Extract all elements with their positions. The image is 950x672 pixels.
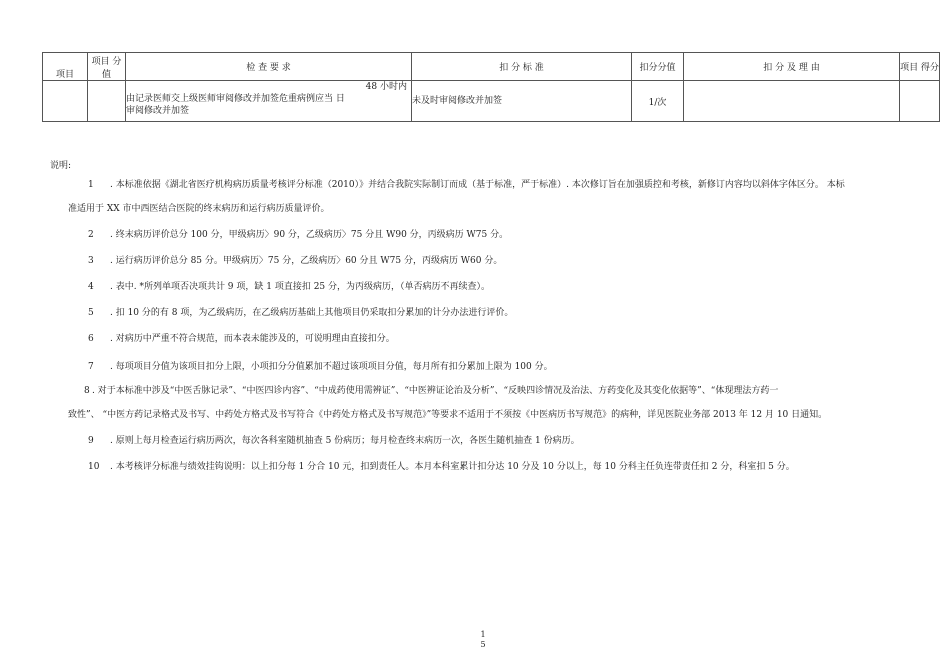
note-item — [60, 360, 880, 374]
note-number: 2 — [88, 230, 94, 240]
page-number-line-1: 1 — [480, 630, 486, 639]
table-row — [43, 81, 940, 122]
note-number: 6 — [88, 334, 94, 344]
header-item: 项目 — [43, 53, 88, 81]
note-text: . 本标准依据《湖北省医疗机构病历质量考核评分标准（2010）》并结合我院实际制订而成（基于标准，严于标准）. 本次修订旨在加强质控和考核，新修订内容均以斜体字体区分。 本标 — [110, 180, 845, 190]
cell-requirement — [126, 81, 412, 122]
note-number: 3 — [88, 256, 94, 266]
note-item — [60, 254, 880, 268]
requirement-line-2: 由记录医师交上级医师审阅修改并加签危重病例应当 日 — [126, 94, 345, 104]
cell-item-get — [900, 81, 940, 122]
note-text: . 运行病历评价总分 85 分。甲级病历〉75 分，乙级病历〉60 分且 W75 分，丙级病历 W60 分。 — [110, 256, 503, 266]
page-number-line-2: 5 — [480, 640, 486, 649]
note-item — [60, 178, 880, 192]
note-item — [60, 332, 880, 346]
cell-item-score — [88, 81, 126, 122]
page-number — [478, 630, 488, 650]
note-number: 8 — [84, 386, 90, 396]
note-item — [60, 434, 880, 448]
table-header-row — [43, 53, 940, 81]
note-number: 5 — [88, 308, 94, 318]
notes-title: 说明: — [50, 161, 72, 171]
note-item — [60, 384, 880, 398]
cell-criteria: 未及时审阅修改并加签 — [412, 81, 632, 122]
note-item — [60, 202, 880, 216]
cell-reason — [684, 81, 900, 122]
note-text: . 对于本标准中涉及“中医舌脉记录”、“中医四诊内容”、“中成药使用需辨证”、“中医辨证论治及分析”、“反映四诊情况及治法、方药变化及其变化依据等”、“体现理法方药一 — [92, 386, 779, 396]
note-number: 9 — [88, 436, 94, 446]
note-text: 致性”、 “中医方药记录格式及书写、中药处方格式及书写符合《中药处方格式及书写规范》”等要求不适用于不须按《中医病历书写规范》的病种，详见医院业务部 2013 年 12 月 10 日通知。 — [68, 410, 828, 420]
note-item — [60, 228, 880, 242]
note-number: 10 — [88, 462, 100, 472]
note-item — [60, 408, 880, 422]
cell-deduct-value: 1/次 — [632, 81, 684, 122]
note-text: . 扣 10 分的有 8 项，为乙级病历，在乙级病历基础上其他项目仍采取扣分累加的计分办法进行评价。 — [110, 308, 514, 318]
note-text: 准适用于 XX 市中西医结合医院的终末病历和运行病历质量评价。 — [68, 204, 330, 214]
note-number: 1 — [88, 180, 94, 190]
requirement-line-3: 审阅修改并加签 — [126, 106, 190, 116]
header-requirement: 检 查 要 求 — [126, 53, 412, 81]
note-text: . 每项项目分值为该项目扣分上限，小项扣分分值累加不超过该项项目分值，每月所有扣分累加上限为 100 分。 — [110, 362, 553, 372]
header-deduct-value: 扣分分值 — [632, 53, 684, 81]
note-text: . 本考核评分标准与绩效挂钩说明：以上扣分每 1 分合 10 元，扣到责任人。本月本科室累计扣分达 10 分及 10 分以上，每 10 分科主任负连带责任扣 2 分，科室扣 5 分。 — [110, 462, 795, 472]
note-number: 4 — [88, 282, 94, 292]
note-item — [60, 280, 880, 294]
header-reason: 扣 分 及 理 由 — [684, 53, 900, 81]
note-text: . 对病历中严重不符合规范，而本表未能涉及的，可说明理由直接扣分。 — [110, 334, 395, 344]
header-item-get: 项目 得分 — [900, 53, 940, 81]
scoring-table — [42, 52, 940, 122]
note-text: . 表中. *所列单项否决项共计 9 项，缺 1 项直接扣 25 分，为丙级病历，（单否病历不再续查）。 — [110, 282, 491, 292]
note-item — [60, 460, 880, 474]
cell-item — [43, 81, 88, 122]
requirement-line-1: 48 小时内 — [365, 82, 407, 92]
header-criteria: 扣 分 标 准 — [412, 53, 632, 81]
header-item-score: 项目 分值 — [88, 53, 126, 81]
notes-list — [60, 178, 880, 474]
note-item — [60, 306, 880, 320]
note-number: 7 — [88, 362, 94, 372]
note-text: . 终末病历评价总分 100 分，甲级病历〉90 分，乙级病历〉75 分且 W90 分，丙级病历 W75 分。 — [110, 230, 509, 240]
note-text: . 原则上每月检查运行病历两次，每次各科室随机抽查 5 份病历；每月检查终末病历一次，各医生随机抽查 1 份病历。 — [110, 436, 580, 446]
